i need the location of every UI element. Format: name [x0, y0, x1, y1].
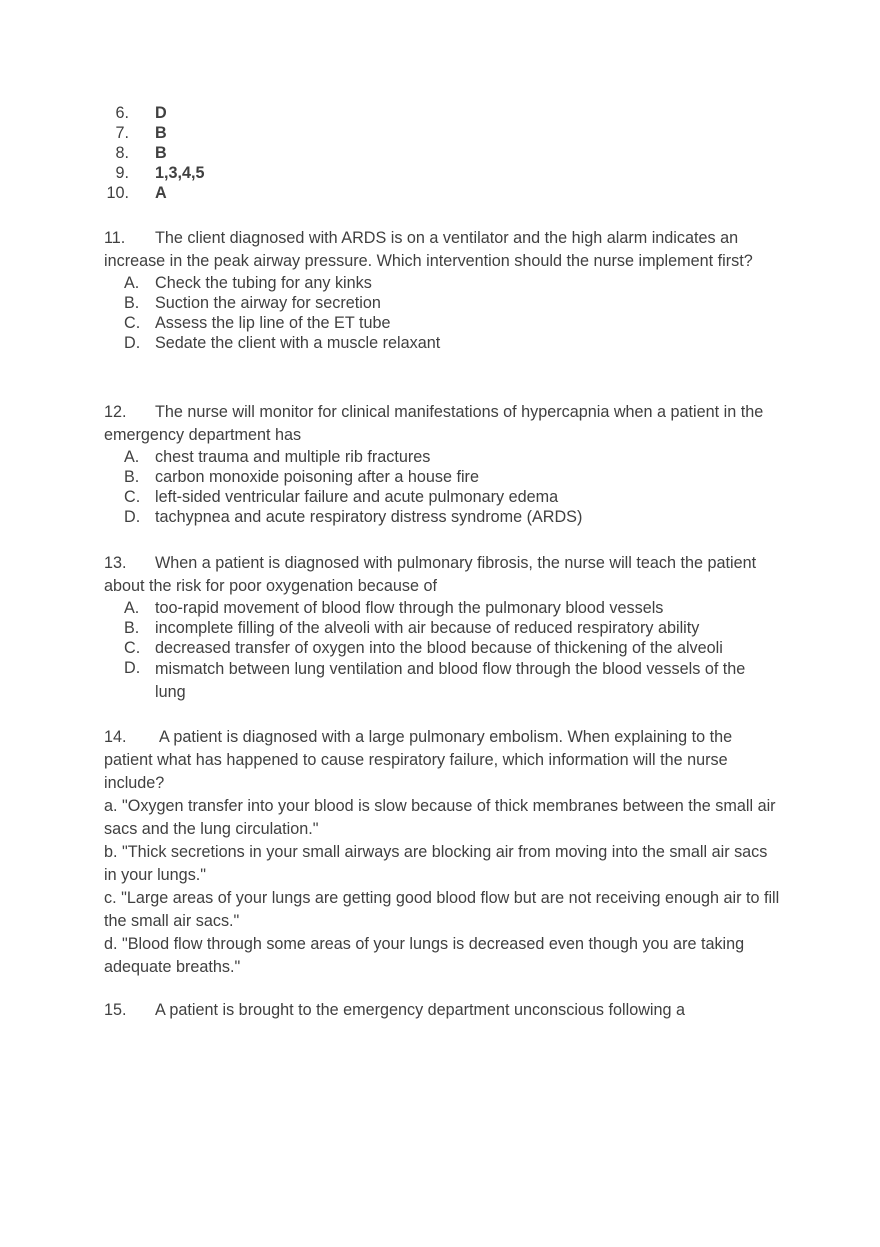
answer-row [104, 163, 404, 183]
answer-number: 10. [106, 184, 129, 202]
answer-value: 1,3,4,5 [155, 164, 205, 182]
option-item [124, 618, 784, 638]
question-stem [104, 726, 784, 795]
option-text: tachypnea and acute respiratory distress syndrome (ARDS) [155, 508, 583, 526]
option-text: incomplete filling of the alveoli with air because of reduced respiratory ability [155, 619, 700, 637]
answer-row [104, 123, 404, 143]
option-item [124, 507, 784, 527]
option-letter: D. [124, 659, 141, 677]
question-14 [104, 726, 784, 979]
answer-value: D [155, 104, 167, 122]
question-stem [104, 999, 784, 1022]
question-text: The nurse will monitor for clinical manifestations of hypercapnia when a patient in the emergency department has [104, 403, 768, 444]
option-item [124, 447, 784, 467]
option-text: decreased transfer of oxygen into the blood because of thickening of the alveoli [155, 639, 723, 657]
option-item: c. "Large areas of your lungs are getting good blood flow but are not receiving enough air to fill the small air sacs." [104, 889, 780, 930]
question-15 [104, 999, 784, 1022]
option-list [124, 447, 784, 527]
option-item [124, 273, 784, 293]
option-item: b. "Thick secretions in your small airways are blocking air from moving into the small air sacs in your lungs." [104, 843, 768, 884]
question-number: 13. [104, 554, 127, 572]
option-letter: A. [124, 274, 140, 292]
option-list [124, 598, 784, 704]
answer-value: B [155, 124, 167, 142]
option-text: mismatch between lung ventilation and blood flow through the blood vessels of the lung [155, 660, 746, 701]
question-13 [104, 552, 784, 704]
option-text: Sedate the client with a muscle relaxant [155, 334, 441, 352]
question-number: 11. [104, 229, 126, 247]
option-letter: D. [124, 508, 141, 526]
answer-key-list [104, 103, 404, 203]
option-letter: A. [124, 599, 140, 617]
option-text: chest trauma and multiple rib fractures [155, 448, 431, 466]
option-list [104, 795, 784, 979]
question-number: 12. [104, 403, 127, 421]
answer-value: B [155, 144, 167, 162]
option-text: too-rapid movement of blood flow through the pulmonary blood vessels [155, 599, 664, 617]
option-list [124, 273, 784, 353]
option-letter: B. [124, 619, 140, 637]
option-text: Assess the lip line of the ET tube [155, 314, 391, 332]
answer-row [104, 143, 404, 163]
option-item: a. "Oxygen transfer into your blood is slow because of thick membranes between the small air sacs and the lung circulation." [104, 797, 776, 838]
option-letter: B. [124, 468, 140, 486]
option-letter: D. [124, 334, 141, 352]
question-text: A patient is brought to the emergency department unconscious following a [155, 1001, 686, 1019]
option-letter: B. [124, 294, 140, 312]
option-item [124, 293, 784, 313]
option-letter: A. [124, 448, 140, 466]
option-text: left-sided ventricular failure and acute pulmonary edema [155, 488, 559, 506]
option-text: Suction the airway for secretion [155, 294, 381, 312]
option-item [124, 313, 784, 333]
option-item [124, 333, 784, 353]
answer-number: 9. [115, 164, 129, 182]
option-item [124, 638, 784, 658]
option-item [124, 467, 784, 487]
option-letter: C. [124, 314, 141, 332]
question-stem [104, 227, 784, 273]
option-letter: C. [124, 639, 141, 657]
answer-row [104, 183, 404, 203]
question-stem [104, 552, 784, 598]
question-11 [104, 227, 784, 353]
option-item [124, 598, 784, 618]
question-stem [104, 401, 784, 447]
question-12 [104, 401, 784, 527]
answer-value: A [155, 184, 167, 202]
option-item [124, 487, 784, 507]
option-item: d. "Blood flow through some areas of your lungs is decreased even though you are taking adequate breaths." [104, 935, 745, 976]
question-number: 15. [104, 1001, 127, 1019]
option-item [124, 658, 784, 704]
question-text: The client diagnosed with ARDS is on a ventilator and the high alarm indicates an increase in the peak airway pressure. Which intervention should the nurse implement first? [104, 229, 753, 270]
answer-number: 8. [115, 144, 129, 162]
option-text: carbon monoxide poisoning after a house fire [155, 468, 479, 486]
question-text: A patient is diagnosed with a large pulmonary embolism. When explaining to the patient what has happened to cause respiratory failure, which information will the nurse include? [104, 728, 737, 792]
question-number: 14. [104, 728, 127, 746]
question-text: When a patient is diagnosed with pulmonary fibrosis, the nurse will teach the patient about the risk for poor oxygenation because of [104, 554, 761, 595]
option-letter: C. [124, 488, 141, 506]
answer-number: 7. [115, 124, 129, 142]
answer-row [104, 103, 404, 123]
option-text: Check the tubing for any kinks [155, 274, 372, 292]
answer-number: 6. [115, 104, 129, 122]
